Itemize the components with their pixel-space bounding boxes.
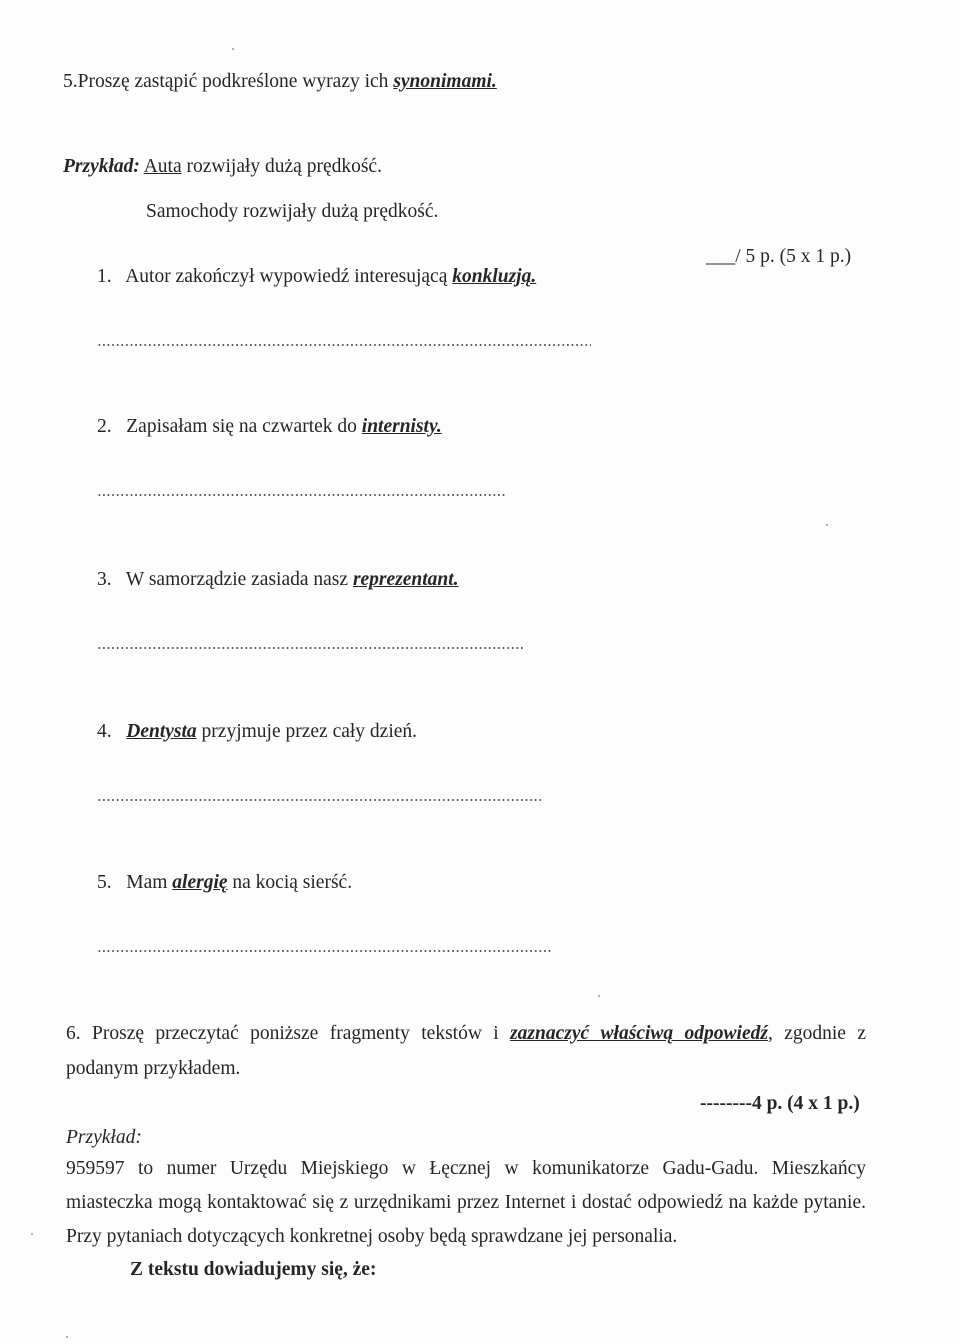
item-text: Zapisałam się na czwartek do <box>126 416 362 437</box>
task5-example-label: Przykład: <box>63 156 140 177</box>
item-number: 5. <box>97 872 112 893</box>
item-keyword: reprezentant. <box>352 569 459 590</box>
task5-item-1 <box>97 265 536 289</box>
task5-example-answer: Samochody rozwijały dużą prędkość. <box>146 201 439 222</box>
answer-line-1[interactable] <box>97 342 591 348</box>
item-number: 3. <box>97 569 112 590</box>
task6-header-suffix: , zgodnie z <box>767 1023 866 1044</box>
item-text-after: przyjmuje przez cały dzień. <box>196 721 418 742</box>
item-keyword: Dentysta <box>126 721 197 742</box>
task6-header-line2: podanym przykładem. <box>66 1058 241 1079</box>
scan-speck <box>598 995 600 997</box>
task6-paragraph-line-3: Przy pytaniach dotyczących konkretnej osoby będą sprawdzane jej personalia. <box>66 1226 678 1247</box>
task5-header-text: 5.Proszę zastąpić podkreślone wyrazy ich <box>63 71 394 92</box>
answer-line-4[interactable] <box>97 797 544 803</box>
item-text: Autor zakończył wypowiedź interesującą <box>125 266 453 287</box>
answer-line-3[interactable] <box>97 645 525 651</box>
task6-paragraph-line-2: miasteczka mogą kontaktować się z urzędnikami przez Internet i dostać odpowiedź na każde pytanie. <box>66 1192 866 1213</box>
task6-paragraph-line-1: 959597 to numer Urzędu Miejskiego w Łęcznej w komunikatorze Gadu-Gadu. Mieszkańcy <box>66 1158 866 1179</box>
item-number: 4. <box>97 721 112 742</box>
task5-item-2 <box>97 415 442 439</box>
task5-item-3 <box>97 568 459 592</box>
item-keyword: internisty. <box>361 416 442 437</box>
answer-line-2[interactable] <box>97 492 505 498</box>
task5-header <box>63 70 497 94</box>
task6-header-keyword: zaznaczyć właściwą odpowiedź <box>510 1023 768 1044</box>
scan-speck <box>66 1336 68 1338</box>
scan-speck <box>826 524 828 526</box>
task5-example-underlined: Auta <box>143 156 182 177</box>
task6-conclusion: Z tekstu dowiadujemy się, że: <box>130 1259 377 1280</box>
item-text: Mam <box>126 872 173 893</box>
answer-line-5[interactable] <box>97 948 553 954</box>
item-keyword: konkluzją. <box>452 266 537 287</box>
task6-example-label: Przykład: <box>66 1127 142 1148</box>
task5-header-keyword: synonimami. <box>393 71 497 92</box>
task5-item-5 <box>97 871 352 895</box>
task6-score: --------4 p. (4 x 1 p.) <box>700 1093 860 1114</box>
item-text-after: na kocią sierść. <box>227 872 353 893</box>
task5-item-4 <box>97 720 417 744</box>
item-number: 2. <box>97 416 112 437</box>
task5-example <box>63 155 382 179</box>
item-keyword: alergię <box>172 872 228 893</box>
task6-header-text: 6. Proszę przeczytać poniższe fragmenty tekstów i <box>66 1023 511 1044</box>
task5-example-rest: rozwijały dużą prędkość. <box>181 156 382 177</box>
scan-speck <box>31 1233 33 1235</box>
scan-speck <box>232 48 234 50</box>
item-number: 1. <box>97 266 112 287</box>
task6-header-line1 <box>66 1022 866 1046</box>
task5-score: ___/ 5 p. (5 x 1 p.) <box>706 246 852 267</box>
item-text: W samorządzie zasiada nasz <box>125 569 353 590</box>
